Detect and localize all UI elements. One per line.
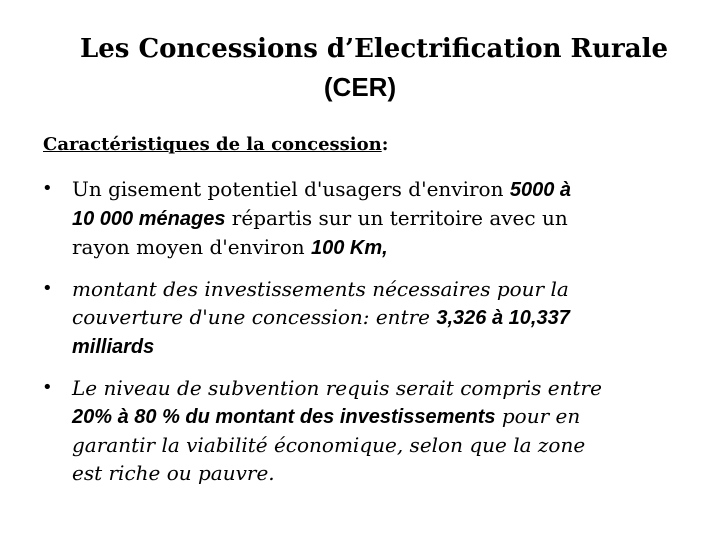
bullet-3-line-1-text: Le niveau de subvention requis serait compris entre bbox=[72, 376, 602, 400]
bullet-3-line-2-bold: 20% à 80 % du montant des investissements bbox=[72, 406, 496, 428]
bullet-1-line-3-text: rayon moyen d'environ bbox=[72, 235, 311, 259]
bullet-2-line-2-bold: 3,326 à 10,337 bbox=[436, 307, 570, 329]
bullet-icon: • bbox=[42, 377, 53, 398]
bullet-2-line-1-text: montant des investissements nécessaires pour la bbox=[72, 277, 569, 301]
bullet-3-line-2-text: pour en bbox=[495, 404, 581, 428]
heading-label: Caractéristiques de la concession bbox=[43, 134, 382, 155]
title-line-1: Les Concessions d’Electrification Rurale bbox=[79, 34, 669, 64]
bullet-1-line-2-text: répartis sur un territoire avec un bbox=[225, 206, 568, 230]
bullet-2-line-3-bold: milliards bbox=[72, 336, 155, 358]
bullet-3-line-3-text: garantir la viabilité économique, selon que la zone bbox=[72, 433, 586, 457]
bullet-text-2 bbox=[72, 275, 570, 361]
slide-title bbox=[0, 30, 720, 106]
bullet-text-1 bbox=[72, 175, 571, 262]
heading-suffix: : bbox=[381, 134, 389, 155]
title-line-2: (CER) bbox=[323, 72, 397, 102]
bullet-3-line-4-text: est riche ou pauvre. bbox=[72, 461, 275, 485]
bullet-1-line-3-bold: 100 Km, bbox=[311, 237, 388, 259]
bullet-text-3 bbox=[72, 374, 602, 487]
section-heading bbox=[43, 133, 388, 157]
bullet-icon: • bbox=[42, 278, 53, 299]
bullet-2-line-2-text: couverture d'une concession: entre bbox=[72, 305, 437, 329]
bullet-1-line-1-bold: 5000 à bbox=[509, 179, 572, 201]
bullet-1-line-1-text: Un gisement potentiel d'usagers d'environ bbox=[72, 177, 510, 201]
bullet-icon: • bbox=[42, 178, 53, 199]
bullet-1-line-2-bold: 10 000 ménages bbox=[72, 208, 226, 230]
